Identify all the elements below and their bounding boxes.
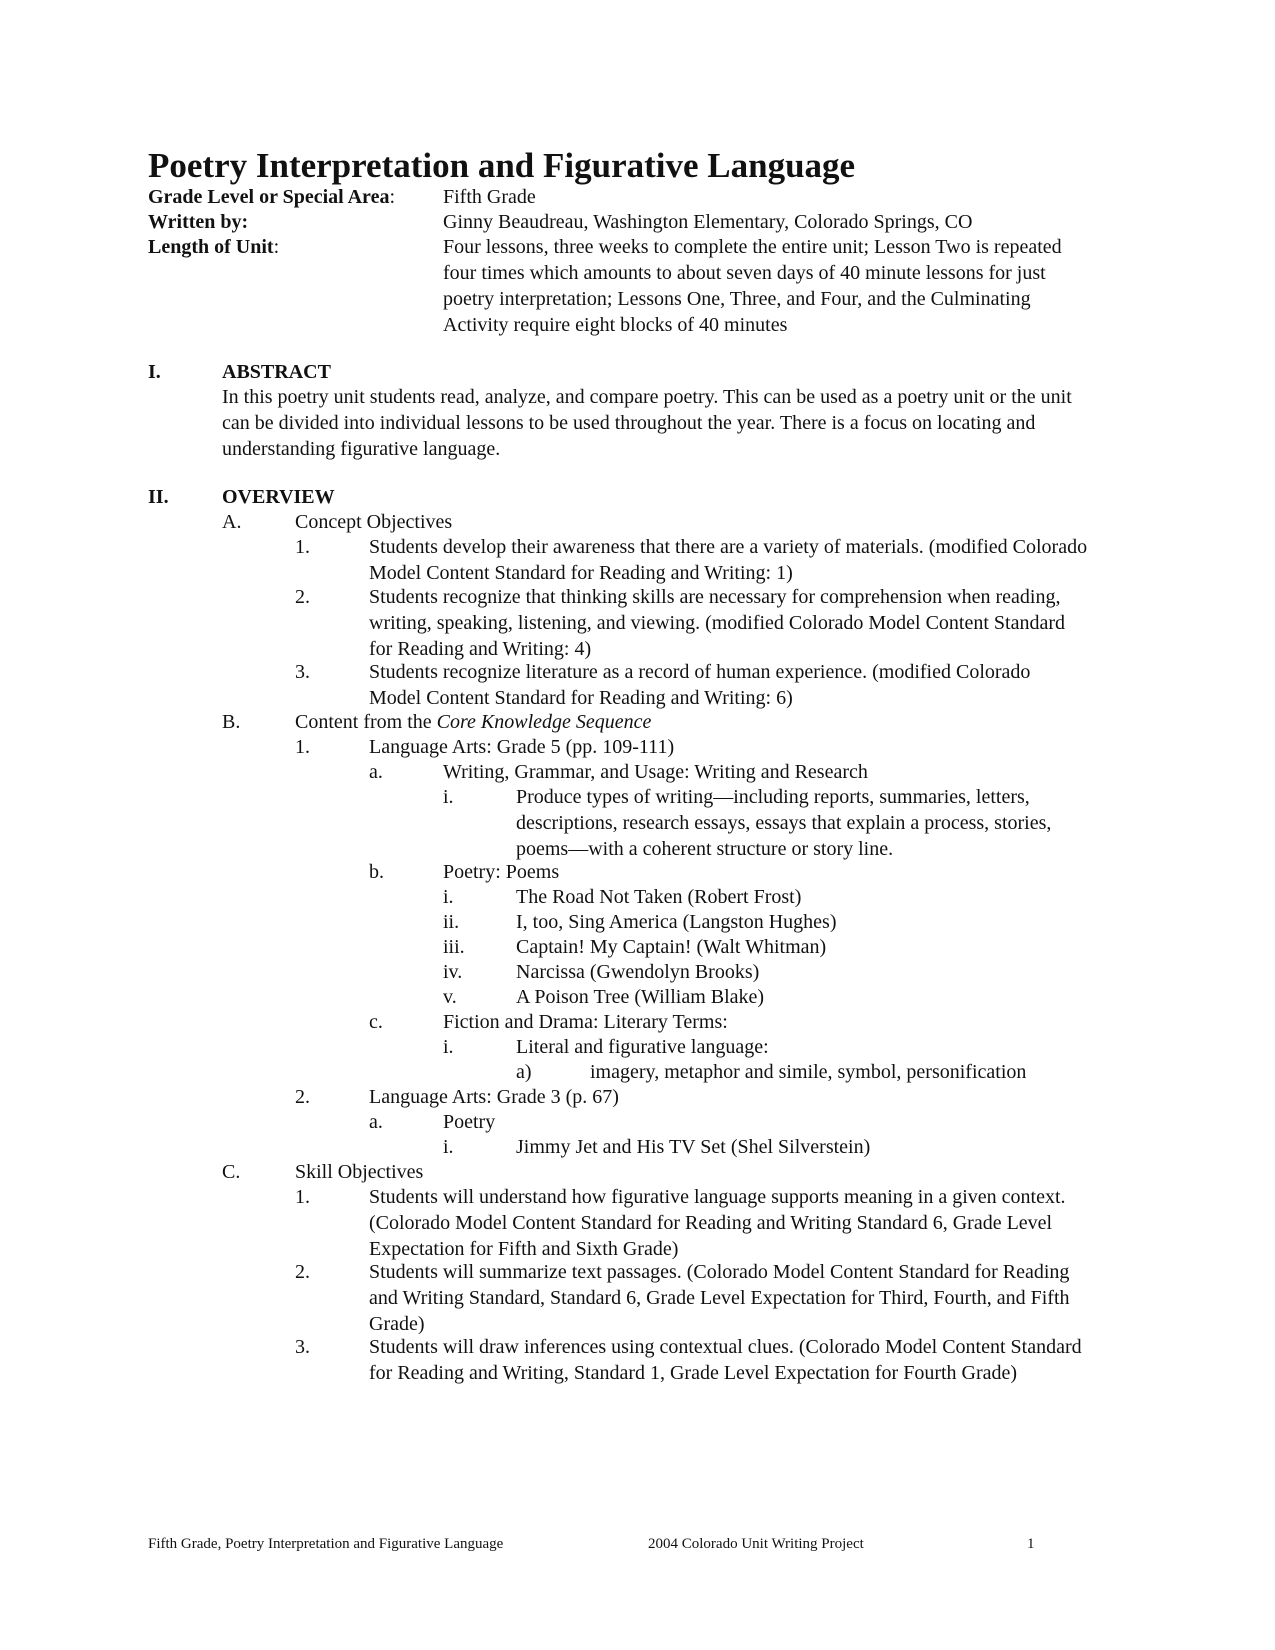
outline-marker: iv.	[443, 961, 463, 983]
outline-marker: 1.	[295, 1186, 310, 1208]
section-1-heading: ABSTRACT	[222, 361, 331, 383]
concept-objectives-label: Concept Objectives	[295, 511, 453, 533]
skill-objective-2: Students will summarize text passages. (Colorado Model Content Standard for Reading and Writing Standard, Standard 6, Grade Level Expectation for Third, Fourth, and Fifth Grade)	[369, 1261, 1070, 1335]
footer-center: 2004 Colorado Unit Writing Project	[648, 1536, 864, 1552]
literal-figurative-label: Literal and figurative language:	[516, 1036, 769, 1058]
written-by-label: Written by:	[148, 211, 249, 233]
concept-objective-2: Students recognize that thinking skills are necessary for comprehension when reading, writing, speaking, listening, and viewing. (modified Colorado Model Content Standard for Reading and Writing: 4)	[369, 586, 1066, 660]
poetry-label: Poetry	[443, 1111, 496, 1133]
outline-marker: a.	[369, 761, 383, 783]
outline-marker: i.	[443, 786, 454, 808]
core-knowledge-title: Core Knowledge Sequence	[436, 711, 652, 733]
outline-marker: 3.	[295, 661, 310, 683]
length-of-unit-value: Four lessons, three weeks to complete the entire unit; Lesson Two is repeated four times which amounts to about seven days of 40 minute lessons for just poetry interpretation; Lessons One, Three, and Four, and the Culminating Activity require eight blocks of 40 minutes	[443, 236, 1062, 336]
outline-marker: v.	[443, 986, 457, 1008]
poem-item: The Road Not Taken (Robert Frost)	[516, 886, 802, 908]
poem-item: Captain! My Captain! (Walt Whitman)	[516, 936, 827, 958]
outline-marker: i.	[443, 1136, 454, 1158]
skill-objectives-label: Skill Objectives	[295, 1161, 424, 1183]
skill-objective-1: Students will understand how figurative language supports meaning in a given context. (Colorado Model Content Standard for Reading and Writing Standard 6, Grade Level Expectation for Fifth and Sixth Grade)	[369, 1186, 1066, 1260]
skill-objective-3: Students will draw inferences using contextual clues. (Colorado Model Content Standard for Reading and Writing, Standard 1, Grade Level Expectation for Fourth Grade)	[369, 1336, 1082, 1384]
page-number: 1	[1027, 1536, 1035, 1552]
outline-marker: 2.	[295, 1086, 310, 1108]
footer-left: Fifth Grade, Poetry Interpretation and Figurative Language	[148, 1536, 504, 1552]
outline-marker: 2.	[295, 586, 310, 608]
written-by-value: Ginny Beaudreau, Washington Elementary, Colorado Springs, CO	[443, 211, 973, 233]
section-1-number: I.	[148, 361, 161, 383]
concept-objective-1: Students develop their awareness that there are a variety of materials. (modified Colorado Model Content Standard for Reading and Writing: 1)	[369, 536, 1088, 584]
outline-marker: i.	[443, 886, 454, 908]
writing-types-text: Produce types of writing—including reports, summaries, letters, descriptions, research essays, essays that explain a process, stories, poems—with a coherent structure or story line.	[516, 786, 1052, 860]
outline-marker: a.	[369, 1111, 383, 1133]
outline-marker: i.	[443, 1036, 454, 1058]
outline-marker: a)	[516, 1061, 532, 1083]
section-2-heading: OVERVIEW	[222, 486, 335, 508]
outline-marker: 3.	[295, 1336, 310, 1358]
abstract-text: In this poetry unit students read, analyze, and compare poetry. This can be used as a poetry unit or the unit can be divided into individual lessons to be used throughout the year. There is a focus on locating and understanding figurative language.	[222, 386, 1072, 460]
outline-marker: iii.	[443, 936, 465, 958]
outline-marker: 1.	[295, 536, 310, 558]
grade-level-value: Fifth Grade	[443, 186, 536, 208]
section-2-number: II.	[148, 486, 169, 508]
outline-marker: 2.	[295, 1261, 310, 1283]
literary-terms-label: Fiction and Drama: Literary Terms:	[443, 1011, 728, 1033]
poem-item: Narcissa (Gwendolyn Brooks)	[516, 961, 760, 983]
outline-marker: B.	[222, 711, 241, 733]
length-of-unit-label: Length of Unit:	[148, 236, 280, 258]
writing-grammar-usage: Writing, Grammar, and Usage: Writing and Research	[443, 761, 868, 783]
outline-marker: c.	[369, 1011, 383, 1033]
poem-item: Jimmy Jet and His TV Set (Shel Silverstein)	[516, 1136, 871, 1158]
poem-item: A Poison Tree (William Blake)	[516, 986, 765, 1008]
grade-level-label: Grade Level or Special Area:	[148, 186, 396, 208]
outline-marker: b.	[369, 861, 384, 883]
language-arts-grade-5: Language Arts: Grade 5 (pp. 109-111)	[369, 736, 675, 758]
outline-marker: ii.	[443, 911, 460, 933]
outline-marker: A.	[222, 511, 242, 533]
concept-objective-3: Students recognize literature as a record of human experience. (modified Colorado Model Content Standard for Reading and Writing: 6)	[369, 661, 1031, 709]
document-title: Poetry Interpretation and Figurative Language	[148, 146, 856, 185]
outline-marker: 1.	[295, 736, 310, 758]
language-arts-grade-3: Language Arts: Grade 3 (p. 67)	[369, 1086, 619, 1108]
content-label: Content from the Core Knowledge Sequence	[295, 711, 652, 733]
outline-marker: C.	[222, 1161, 241, 1183]
poem-item: I, too, Sing America (Langston Hughes)	[516, 911, 837, 933]
figurative-terms-list: imagery, metaphor and simile, symbol, personification	[590, 1061, 1027, 1083]
poetry-poems-label: Poetry: Poems	[443, 861, 560, 883]
